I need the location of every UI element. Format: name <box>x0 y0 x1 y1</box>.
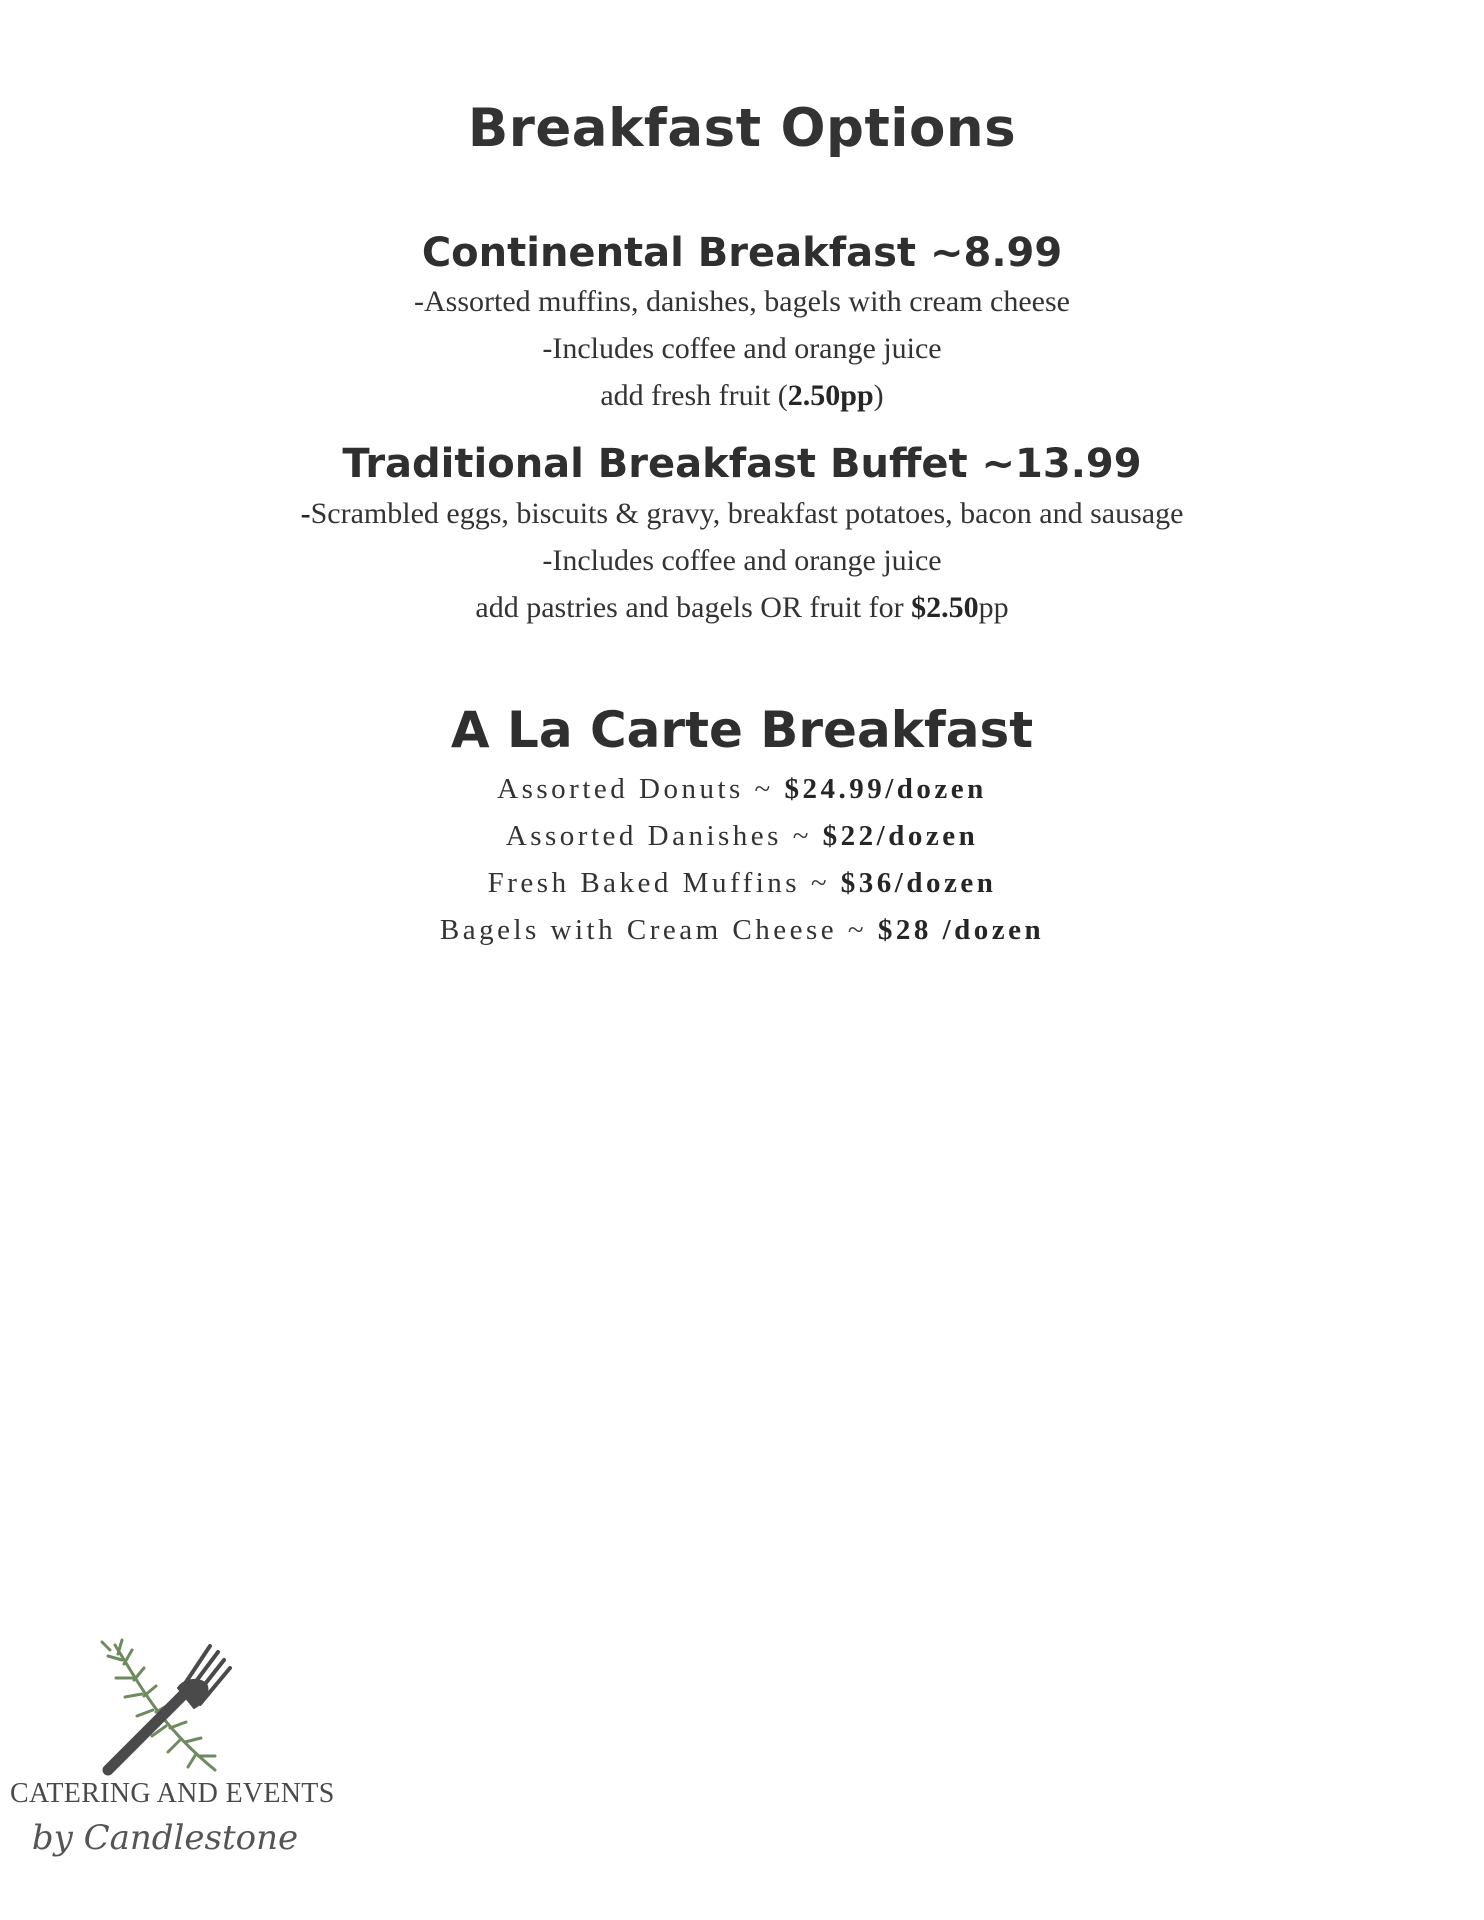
alacarte-item <box>0 773 1484 806</box>
traditional-line-1-dash: - <box>300 497 311 530</box>
traditional-heading: Traditional Breakfast Buffet ~13.99 <box>342 441 1142 487</box>
traditional-line-3-post: pp <box>978 591 1009 624</box>
traditional-line-3-pre: add pastries and bagels OR fruit for <box>475 591 912 624</box>
traditional-line-1 <box>0 497 1484 531</box>
alacarte-heading: A La Carte Breakfast <box>450 701 1034 759</box>
alacarte-item <box>0 820 1484 853</box>
continental-line-3-pre: add fresh fruit ( <box>600 379 788 412</box>
continental-line-3-post: ) <box>873 379 884 412</box>
traditional-line-1-text: Scrambled eggs, biscuits & gravy, breakfast potatoes, bacon and sausage <box>310 497 1184 530</box>
continental-line-2: -Includes coffee and orange juice <box>542 332 942 365</box>
alacarte-item-name: Fresh Baked Muffins ~ <box>487 867 841 899</box>
logo-emblem <box>10 1630 320 1780</box>
alacarte-item-name: Assorted Danishes ~ <box>505 820 823 852</box>
alacarte-item <box>0 867 1484 900</box>
traditional-line-2: -Includes coffee and orange juice <box>542 544 942 577</box>
alacarte-item-name: Assorted Donuts ~ <box>497 773 785 805</box>
alacarte-item-price: $36/dozen <box>840 867 997 899</box>
continental-heading: Continental Breakfast ~8.99 <box>421 230 1063 276</box>
alacarte-item-price: $22/dozen <box>822 820 979 852</box>
catering-logo <box>10 1630 335 1890</box>
traditional-addon-price: $2.50 <box>911 591 979 624</box>
continental-fruit-price: 2.50pp <box>787 379 874 412</box>
continental-line-1: -Assorted muffins, danishes, bagels with cream cheese <box>414 285 1070 318</box>
logo-line-2: by Candlestone <box>31 1818 299 1858</box>
alacarte-item-price: $24.99/dozen <box>784 773 987 805</box>
alacarte-item <box>0 914 1484 947</box>
continental-line-3 <box>0 379 1484 413</box>
traditional-line-3 <box>0 591 1484 625</box>
logo-line-1: CATERING AND EVENTS <box>10 1778 335 1809</box>
page-title: Breakfast Options <box>467 98 1017 159</box>
alacarte-item-price: $28 /dozen <box>877 914 1045 946</box>
alacarte-item-name: Bagels with Cream Cheese ~ <box>439 914 878 946</box>
